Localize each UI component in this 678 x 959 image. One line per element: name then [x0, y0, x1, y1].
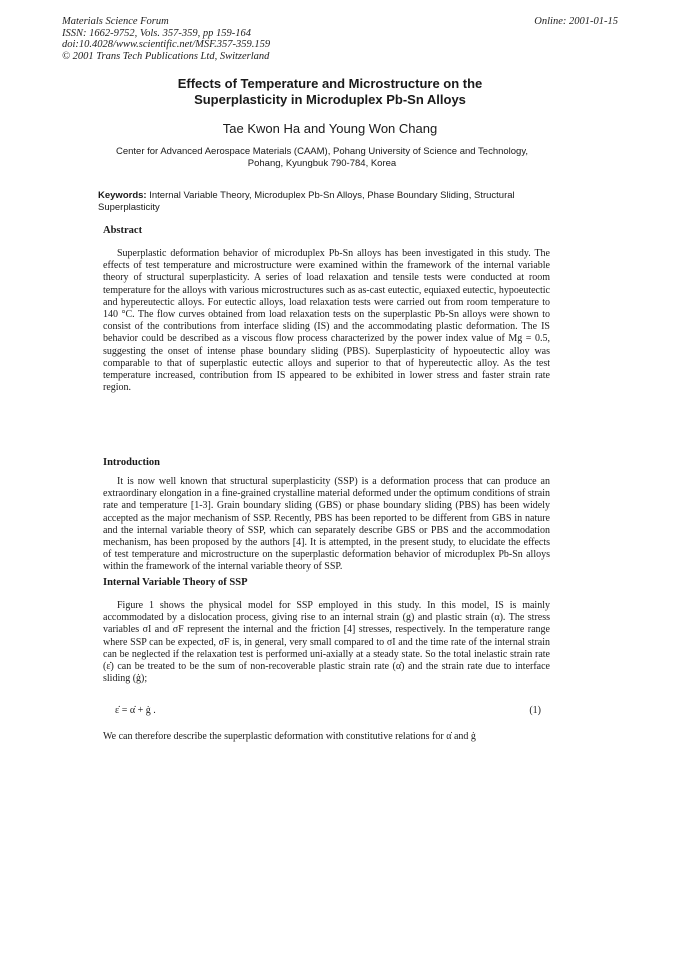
- ivt-text: Figure 1 shows the physical model for SSP employed in this study. In this model, IS is mainly accommodated by a dislocation process, giving rise to an internal strain (g) and plastic strain (α). The stress variables σI and σF represent the internal and the friction [4] stresses, respectively. In the temperature range where SSP can be expected, σF is, in general, very small compared to σI and the time rate of the internal strain can be neglected if the relaxation test is performed uni-axially at a steady state. So the total inelastic strain rate (ε̇) can be treated to be the sum of non-recoverable plastic strain rate (α̇) and the strain rate due to interface sliding (ġ);: [103, 600, 550, 685]
- equation-number: (1): [529, 705, 541, 716]
- paper-title: [120, 76, 540, 108]
- affiliation-line-2: Pohang, Kyungbuk 790-784, Korea: [247, 158, 397, 169]
- issn-line: ISSN: 1662-9752, Vols. 357-359, pp 159-164: [62, 27, 251, 39]
- journal-header: [62, 16, 618, 62]
- online-date: Online: 2001-01-15: [534, 16, 618, 27]
- equation-body: ε̇ = α̇ + ġ .: [115, 705, 156, 716]
- keywords-text: Internal Variable Theory, Microduplex Pb-Sn Alloys, Phase Boundary Sliding, Structural Superplasticity: [98, 190, 515, 213]
- authors: Tae Kwon Ha and Young Won Chang: [222, 121, 438, 136]
- final-text: We can therefore describe the superplastic deformation with constitutive relations for α̇ and ġ: [103, 731, 476, 742]
- keywords-label: Keywords:: [98, 190, 147, 201]
- ivt-heading: Internal Variable Theory of SSP: [103, 577, 248, 588]
- copyright-line: © 2001 Trans Tech Publications Ltd, Switzerland: [62, 50, 270, 62]
- equation-1: [115, 705, 545, 716]
- affiliation: [92, 146, 552, 170]
- affiliation-line-1: Center for Advanced Aerospace Materials (CAAM), Pohang University of Science and Technology,: [115, 146, 529, 157]
- title-line-2: Superplasticity in Microduplex Pb-Sn Alloys: [194, 92, 466, 107]
- introduction-text: It is now well known that structural superplasticity (SSP) is a deformation process that can produce an extraordinary elongation in a fine-grained crystalline material deformed under the optimum conditions of strain rate and temperature [1-3]. Grain boundary sliding (GBS) or phase boundary sliding (PBS) has been widely accepted as the major mechanism of SSP. Recently, PBS has been reported to be different from GBS in nature and the internal variable theory of SSP, which can separately describe GBS or PBS and the accommodation mechanism, has been proposed by the authors [4]. It is attempted, in the present study, to elucidate the effects of test temperature and microstructure on the superplastic deformation behavior of microduplex Pb-Sn alloys within the framework of the internal variable theory of SSP.: [103, 476, 550, 573]
- title-line-1: Effects of Temperature and Microstructure on the: [177, 76, 483, 91]
- doi-line[interactable]: doi:10.4028/www.scientific.net/MSF.357-359.159: [62, 39, 271, 50]
- keywords: [98, 190, 558, 214]
- introduction-heading: Introduction: [103, 457, 160, 468]
- journal-name: Materials Science Forum: [62, 16, 169, 27]
- abstract-heading: Abstract: [103, 225, 143, 236]
- abstract-text: Superplastic deformation behavior of microduplex Pb-Sn alloys has been investigated in this study. The effects of test temperature and microstructure were examined within the framework of the internal variable theory of structural superplasticity. A series of load relaxation and tensile tests were conducted at room temperature for the alloys with various microstructures such as as-cast eutectic, equiaxed eutectic, hypoeutectic and hypereutectic alloys. For eutectic alloys, load relaxation tests were carried out from room temperature to 140 °C. The flow curves obtained from load relaxation tests on the superplastic Pb-Sn alloys were shown to consist of the contributions from interface sliding (IS) and the accommodating plastic deformation. The IS behavior could be described as a viscous flow process characterized by the power index value of Mg = 0.5, suggesting the onset of intense phase boundary sliding (PBS). Superplasticity of hypoeutectic alloy was comparable to that of superplastic eutectic alloys and superior to that of hypereutectic alloy. As the test temperature increased, contribution from IS appeared to be exhibited in lower stress and faster strain rate region.: [103, 248, 550, 394]
